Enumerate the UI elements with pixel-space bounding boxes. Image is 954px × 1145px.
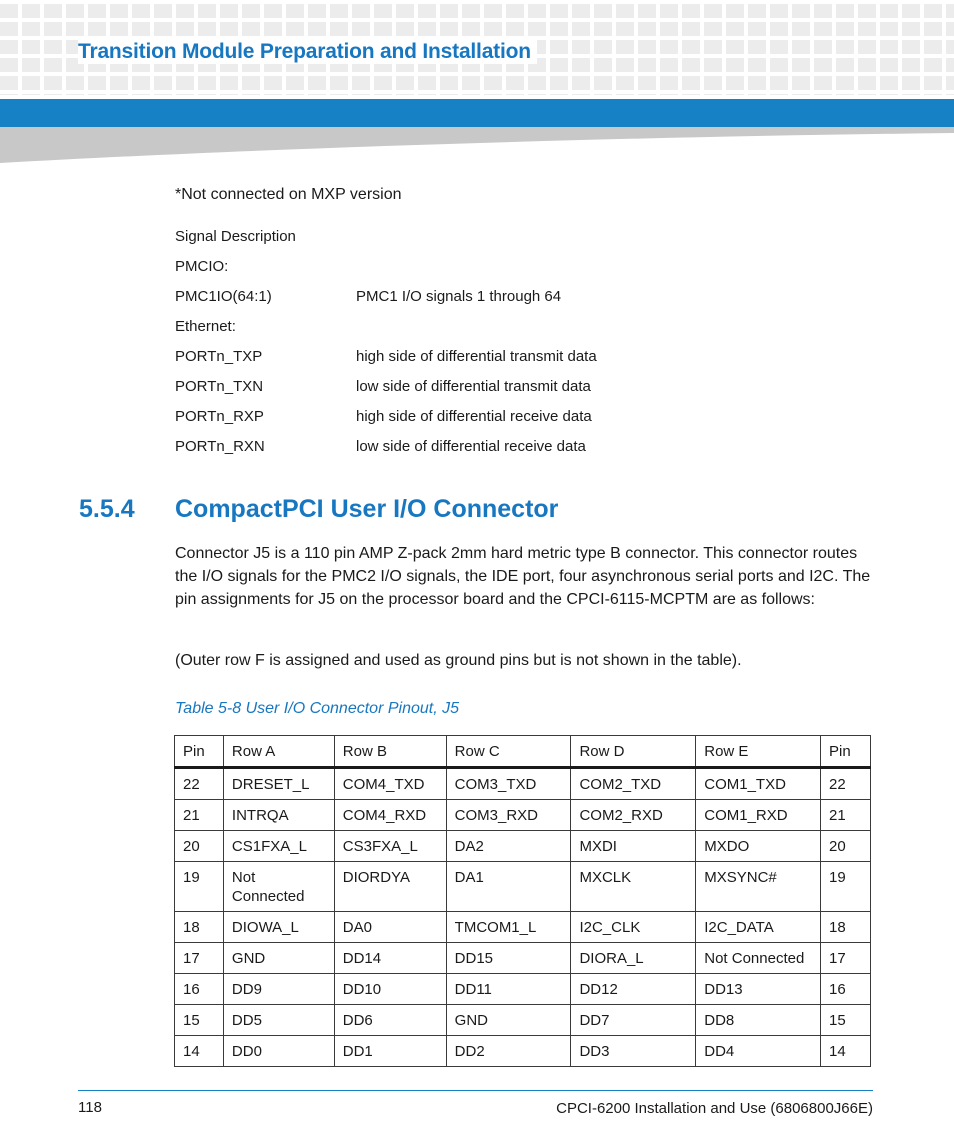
table-cell: Not Connected: [696, 943, 821, 974]
table-cell: GND: [446, 1005, 571, 1036]
table-header-row: [175, 736, 871, 768]
table-cell: 21: [175, 800, 224, 831]
table-cell: DD5: [223, 1005, 334, 1036]
table-cell: 21: [821, 800, 871, 831]
table-cell: I2C_CLK: [571, 912, 696, 943]
table-cell: 15: [175, 1005, 224, 1036]
header-band: [0, 99, 954, 127]
table-cell: DRESET_L: [223, 768, 334, 800]
table-row: [175, 1036, 871, 1067]
signal-desc: low side of differential receive data: [356, 438, 586, 455]
table-cell: DD14: [334, 943, 446, 974]
table-cell: 22: [821, 768, 871, 800]
header-cell: Row B: [334, 736, 446, 768]
body-paragraph: Connector J5 is a 110 pin AMP Z-pack 2mm hard metric type B connector. This connector routes the I/O signals for the PMC2 I/O signals, the IDE port, four asynchronous serial ports and I2C. The pin assignments for J5 on the processor board and the CPCI-6115-MCPTM are as follows:: [175, 545, 871, 608]
table-cell: DD12: [571, 974, 696, 1005]
signal-name: Ethernet:: [175, 318, 236, 335]
signal-desc: high side of differential receive data: [356, 408, 592, 425]
table-cell: DA1: [446, 862, 571, 912]
table-cell: DIOWA_L: [223, 912, 334, 943]
signal-row: [175, 288, 775, 318]
header-swoosh: [0, 127, 954, 163]
table-cell: TMCOM1_L: [446, 912, 571, 943]
table-row: [175, 1005, 871, 1036]
signal-desc: high side of differential transmit data: [356, 348, 597, 365]
table-cell: DD13: [696, 974, 821, 1005]
signal-desc: low side of differential transmit data: [356, 378, 591, 395]
table-cell: DD6: [334, 1005, 446, 1036]
header-cell: Row A: [223, 736, 334, 768]
table-cell: GND: [223, 943, 334, 974]
signal-row: [175, 378, 775, 408]
table-caption: Table 5-8 User I/O Connector Pinout, J5: [175, 700, 459, 717]
table-cell: I2C_DATA: [696, 912, 821, 943]
table-cell: COM3_TXD: [446, 768, 571, 800]
signal-name: PMCIO:: [175, 258, 229, 275]
signal-row: [175, 258, 775, 288]
signal-name: PMC1IO(64:1): [175, 288, 272, 305]
pinout-table: [174, 735, 871, 1067]
table-cell: 14: [821, 1036, 871, 1067]
header-cell: Row E: [696, 736, 821, 768]
table-cell: CS3FXA_L: [334, 831, 446, 862]
table-row: [175, 862, 871, 912]
header-cell: Pin: [821, 736, 871, 768]
table-cell: DD3: [571, 1036, 696, 1067]
table-cell: 19: [175, 862, 224, 912]
table-cell: 16: [821, 974, 871, 1005]
signal-name: PORTn_RXN: [175, 438, 265, 455]
table-cell: 15: [821, 1005, 871, 1036]
table-cell: MXSYNC#: [696, 862, 821, 912]
table-cell: 20: [821, 831, 871, 862]
header-cell: Row C: [446, 736, 571, 768]
signal-row: [175, 408, 775, 438]
table-cell: DA2: [446, 831, 571, 862]
table-cell: DD11: [446, 974, 571, 1005]
table-cell: 19: [821, 862, 871, 912]
signal-description-list: [175, 228, 775, 468]
table-cell: 14: [175, 1036, 224, 1067]
table-cell: DIORDYA: [334, 862, 446, 912]
table-cell: COM3_RXD: [446, 800, 571, 831]
table-cell: DA0: [334, 912, 446, 943]
footnote: *Not connected on MXP version: [175, 186, 402, 203]
table-cell: DD7: [571, 1005, 696, 1036]
table-cell: DD0: [223, 1036, 334, 1067]
table-cell: 22: [175, 768, 224, 800]
table-row: [175, 768, 871, 800]
chapter-title: Transition Module Preparation and Installation: [78, 40, 537, 64]
table-row: [175, 912, 871, 943]
table-cell: DD15: [446, 943, 571, 974]
section-heading: [79, 495, 558, 524]
footer-rule: [78, 1090, 873, 1091]
signal-row: [175, 318, 775, 348]
table-cell: 16: [175, 974, 224, 1005]
signal-row: [175, 438, 775, 468]
table-cell: CS1FXA_L: [223, 831, 334, 862]
table-cell: MXCLK: [571, 862, 696, 912]
table-cell: DD8: [696, 1005, 821, 1036]
table-cell: 17: [175, 943, 224, 974]
table-cell: COM1_TXD: [696, 768, 821, 800]
table-row: [175, 943, 871, 974]
signal-name: PORTn_TXN: [175, 378, 264, 395]
table-cell: COM1_RXD: [696, 800, 821, 831]
section-number: 5.5.4: [79, 495, 135, 523]
table-cell: 18: [821, 912, 871, 943]
table-row: [175, 800, 871, 831]
table-row: [175, 974, 871, 1005]
table-cell: MXDI: [571, 831, 696, 862]
header-cell: Pin: [175, 736, 224, 768]
section-title: CompactPCI User I/O Connector: [175, 495, 559, 523]
table-cell: Not Connected: [223, 862, 334, 912]
table-cell: DIORA_L: [571, 943, 696, 974]
table-cell: DD10: [334, 974, 446, 1005]
table-cell: MXDO: [696, 831, 821, 862]
table-cell: COM4_TXD: [334, 768, 446, 800]
table-cell: INTRQA: [223, 800, 334, 831]
table-row: [175, 831, 871, 862]
page-number: 118: [78, 1099, 102, 1116]
table-cell: COM2_RXD: [571, 800, 696, 831]
header-cell: Row D: [571, 736, 696, 768]
table-cell: 18: [175, 912, 224, 943]
table-cell: 20: [175, 831, 224, 862]
table-cell: DD9: [223, 974, 334, 1005]
body-paragraph: (Outer row F is assigned and used as ground pins but is not shown in the table).: [175, 652, 742, 669]
table-cell: DD2: [446, 1036, 571, 1067]
signal-desc: PMC1 I/O signals 1 through 64: [356, 288, 562, 305]
table-cell: COM4_RXD: [334, 800, 446, 831]
signal-row: [175, 228, 775, 258]
signal-name: PORTn_RXP: [175, 408, 264, 425]
signal-name: PORTn_TXP: [175, 348, 263, 365]
document-title: CPCI-6200 Installation and Use (6806800J66E): [556, 1100, 873, 1117]
table-cell: DD4: [696, 1036, 821, 1067]
signal-name: Signal Description: [175, 228, 296, 245]
table-cell: COM2_TXD: [571, 768, 696, 800]
table-cell: DD1: [334, 1036, 446, 1067]
table-cell: 17: [821, 943, 871, 974]
signal-row: [175, 348, 775, 378]
